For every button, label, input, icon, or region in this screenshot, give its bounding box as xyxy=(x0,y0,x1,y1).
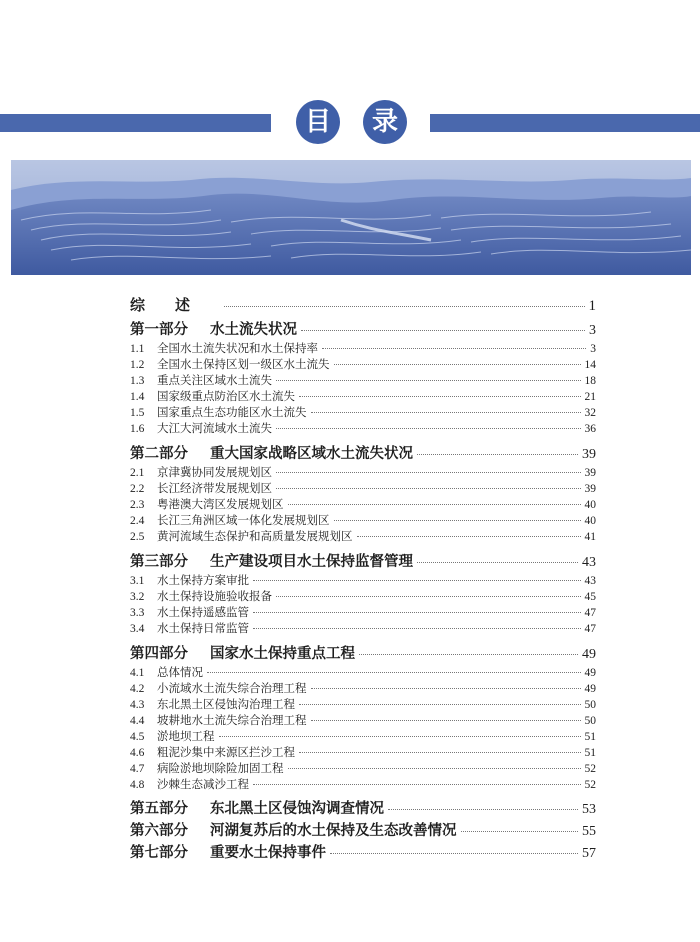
leader-dots xyxy=(276,596,581,597)
toc-page-number: 39 xyxy=(584,467,596,479)
toc-part-number: 第七部分 xyxy=(130,844,188,861)
toc-item-number: 4.1 xyxy=(130,667,145,679)
toc-page-number: 3 xyxy=(589,323,596,338)
toc-item-2-3[interactable] xyxy=(130,496,596,512)
toc-page-number: 45 xyxy=(584,591,596,603)
toc-part-4[interactable] xyxy=(130,642,596,663)
toc-item-title: 总体情况 xyxy=(157,665,203,679)
toc-item-title: 全国水土流失状况和水土保持率 xyxy=(157,341,318,355)
toc-item-number: 3.4 xyxy=(130,623,145,635)
leader-dots xyxy=(276,488,581,489)
toc-page-number: 47 xyxy=(584,607,596,619)
toc-part-5[interactable] xyxy=(130,797,596,818)
toc-page-number: 43 xyxy=(584,575,596,587)
toc-page-number: 53 xyxy=(582,802,596,817)
toc-item-2-2[interactable] xyxy=(130,480,596,496)
toc-page-number: 57 xyxy=(582,846,596,861)
toc-item-number: 1.2 xyxy=(130,359,145,371)
leader-dots xyxy=(388,809,578,810)
toc-item-4-1[interactable] xyxy=(130,664,596,680)
toc-item-title: 水土保持方案审批 xyxy=(157,573,249,587)
toc-item-number: 2.1 xyxy=(130,467,145,479)
leader-dots xyxy=(359,654,578,655)
toc-page-number: 49 xyxy=(584,667,596,679)
leader-dots xyxy=(417,562,578,563)
leader-dots xyxy=(334,364,581,365)
toc-page-number: 50 xyxy=(584,699,596,711)
toc-item-number: 1.3 xyxy=(130,375,145,387)
toc-item-title: 病险淤地坝除险加固工程 xyxy=(157,761,284,775)
toc-item-4-2[interactable] xyxy=(130,680,596,696)
toc-part-number: 第五部分 xyxy=(130,800,188,817)
leader-dots xyxy=(334,520,581,521)
toc-page-number: 18 xyxy=(584,375,596,387)
toc-item-3-1[interactable] xyxy=(130,572,596,588)
toc-page-number: 32 xyxy=(584,407,596,419)
toc-page-number: 14 xyxy=(584,359,596,371)
leader-dots xyxy=(288,768,581,769)
toc-item-4-4[interactable] xyxy=(130,712,596,728)
title-bar-left xyxy=(0,114,271,132)
leader-dots xyxy=(288,504,581,505)
toc-page-number: 36 xyxy=(584,423,596,435)
leader-dots xyxy=(299,704,581,705)
leader-dots xyxy=(301,330,585,331)
toc-item-title: 水土保持日常监管 xyxy=(157,621,249,635)
toc-overview-label: 综述 xyxy=(130,296,221,314)
toc-item-number: 4.7 xyxy=(130,763,145,775)
toc-item-title: 水土保持设施验收报备 xyxy=(157,589,272,603)
toc-item-4-5[interactable] xyxy=(130,728,596,744)
toc-part-number: 第六部分 xyxy=(130,822,188,839)
toc-item-number: 4.6 xyxy=(130,747,145,759)
leader-dots xyxy=(276,428,581,429)
toc-item-title: 淤地坝工程 xyxy=(157,729,215,743)
toc-page-number: 51 xyxy=(584,747,596,759)
toc-item-title: 大江大河流域水土流失 xyxy=(157,421,272,435)
toc-item-title: 京津冀协同发展规划区 xyxy=(157,465,272,479)
toc-item-1-2[interactable] xyxy=(130,356,596,372)
toc-item-number: 4.3 xyxy=(130,699,145,711)
toc-item-number: 3.1 xyxy=(130,575,145,587)
leader-dots xyxy=(219,736,581,737)
toc-page-number: 40 xyxy=(584,515,596,527)
banner-image xyxy=(11,160,691,275)
toc-page-number: 41 xyxy=(584,531,596,543)
toc-item-title: 全国水土保持区划一级区水土流失 xyxy=(157,357,330,371)
toc-item-title: 东北黑土区侵蚀沟治理工程 xyxy=(157,697,295,711)
toc-item-number: 1.1 xyxy=(130,343,145,355)
toc-item-number: 4.2 xyxy=(130,683,145,695)
toc-page-number: 3 xyxy=(590,343,596,355)
toc-page-number: 47 xyxy=(584,623,596,635)
leader-dots xyxy=(417,454,578,455)
toc-item-number: 3.2 xyxy=(130,591,145,603)
leader-dots xyxy=(276,380,581,381)
toc-item-4-6[interactable] xyxy=(130,744,596,760)
toc-overview[interactable] xyxy=(130,294,596,315)
toc-item-2-5[interactable] xyxy=(130,528,596,544)
leader-dots xyxy=(253,784,581,785)
toc-part-1[interactable] xyxy=(130,318,596,339)
title-bar-right xyxy=(430,114,700,132)
toc-item-1-4[interactable] xyxy=(130,388,596,404)
toc-item-3-4[interactable] xyxy=(130,620,596,636)
toc-item-1-1[interactable] xyxy=(130,340,596,356)
toc-part-title: 国家水土保持重点工程 xyxy=(210,645,355,662)
toc-page-number: 52 xyxy=(584,779,596,791)
toc-item-1-6[interactable] xyxy=(130,420,596,436)
toc-item-title: 粤港澳大湾区发展规划区 xyxy=(157,497,284,511)
toc-item-number: 2.3 xyxy=(130,499,145,511)
toc-item-title: 国家级重点防治区水土流失 xyxy=(157,389,295,403)
toc-part-title: 重要水土保持事件 xyxy=(210,844,326,861)
toc-item-number: 3.3 xyxy=(130,607,145,619)
leader-dots xyxy=(311,688,581,689)
toc-item-number: 1.5 xyxy=(130,407,145,419)
toc-part-number: 第二部分 xyxy=(130,445,188,462)
toc-item-2-4[interactable] xyxy=(130,512,596,528)
toc-item-1-3[interactable] xyxy=(130,372,596,388)
toc-item-3-2[interactable] xyxy=(130,588,596,604)
toc-part-number: 第四部分 xyxy=(130,645,188,662)
toc-part-title: 生产建设项目水土保持监督管理 xyxy=(210,553,413,570)
toc-part-7[interactable] xyxy=(130,841,596,862)
toc-item-4-3[interactable] xyxy=(130,696,596,712)
toc-item-4-8[interactable] xyxy=(130,776,596,792)
toc-item-title: 沙棘生态减沙工程 xyxy=(157,777,249,791)
toc-item-title: 粗泥沙集中来源区拦沙工程 xyxy=(157,745,295,759)
leader-dots xyxy=(357,536,581,537)
leader-dots xyxy=(330,853,578,854)
toc-item-title: 水土保持遥感监管 xyxy=(157,605,249,619)
toc-item-1-5[interactable] xyxy=(130,404,596,420)
toc-item-number: 2.2 xyxy=(130,483,145,495)
toc-part-title: 河湖复苏后的水土保持及生态改善情况 xyxy=(210,822,457,839)
toc-item-number: 4.4 xyxy=(130,715,145,727)
toc-page-number: 55 xyxy=(582,824,596,839)
toc-item-title: 重点关注区域水土流失 xyxy=(157,373,272,387)
toc-page-number: 43 xyxy=(582,555,596,570)
toc-item-4-7[interactable] xyxy=(130,760,596,776)
leader-dots xyxy=(276,472,581,473)
leader-dots xyxy=(461,831,579,832)
toc-part-number: 第三部分 xyxy=(130,553,188,570)
toc-part-title: 水土流失状况 xyxy=(210,321,297,338)
leader-dots xyxy=(253,612,581,613)
toc-item-number: 1.6 xyxy=(130,423,145,435)
toc-part-3[interactable] xyxy=(130,550,596,571)
leader-dots xyxy=(253,628,581,629)
title-char-lu: 录 xyxy=(363,100,407,144)
toc-item-3-3[interactable] xyxy=(130,604,596,620)
toc-item-title: 坡耕地水土流失综合治理工程 xyxy=(157,713,307,727)
toc-item-title: 小流域水土流失综合治理工程 xyxy=(157,681,307,695)
toc-page-number: 1 xyxy=(588,298,596,314)
toc-part-6[interactable] xyxy=(130,819,596,840)
toc-part-2[interactable] xyxy=(130,442,596,463)
toc-item-title: 长江三角洲区域一体化发展规划区 xyxy=(157,513,330,527)
toc-page-number: 49 xyxy=(582,647,596,662)
toc-item-title: 国家重点生态功能区水土流失 xyxy=(157,405,307,419)
toc-item-title: 黄河流域生态保护和高质量发展规划区 xyxy=(157,529,353,543)
leader-dots xyxy=(311,720,581,721)
toc-page-number: 21 xyxy=(584,391,596,403)
leader-dots xyxy=(253,580,581,581)
leader-dots xyxy=(207,672,581,673)
toc-page-number: 50 xyxy=(584,715,596,727)
leader-dots xyxy=(311,412,581,413)
leader-dots xyxy=(299,752,581,753)
toc-item-number: 1.4 xyxy=(130,391,145,403)
toc-item-2-1[interactable] xyxy=(130,464,596,480)
toc-page-number: 40 xyxy=(584,499,596,511)
toc-page-number: 51 xyxy=(584,731,596,743)
toc-item-number: 4.8 xyxy=(130,779,145,791)
toc-page-number: 49 xyxy=(584,683,596,695)
title-char-mu: 目 xyxy=(296,100,340,144)
toc-item-title: 长江经济带发展规划区 xyxy=(157,481,272,495)
toc-part-title: 东北黑土区侵蚀沟调查情况 xyxy=(210,800,384,817)
toc-part-number: 第一部分 xyxy=(130,321,188,338)
toc-page-number: 52 xyxy=(584,763,596,775)
toc-item-number: 2.4 xyxy=(130,515,145,527)
toc-page-number: 39 xyxy=(584,483,596,495)
toc-page-number: 39 xyxy=(582,447,596,462)
leader-dots xyxy=(299,396,581,397)
leader-dots xyxy=(224,306,584,307)
toc-item-number: 2.5 xyxy=(130,531,145,543)
toc-item-number: 4.5 xyxy=(130,731,145,743)
leader-dots xyxy=(322,348,586,349)
toc-part-title: 重大国家战略区域水土流失状况 xyxy=(210,445,413,462)
